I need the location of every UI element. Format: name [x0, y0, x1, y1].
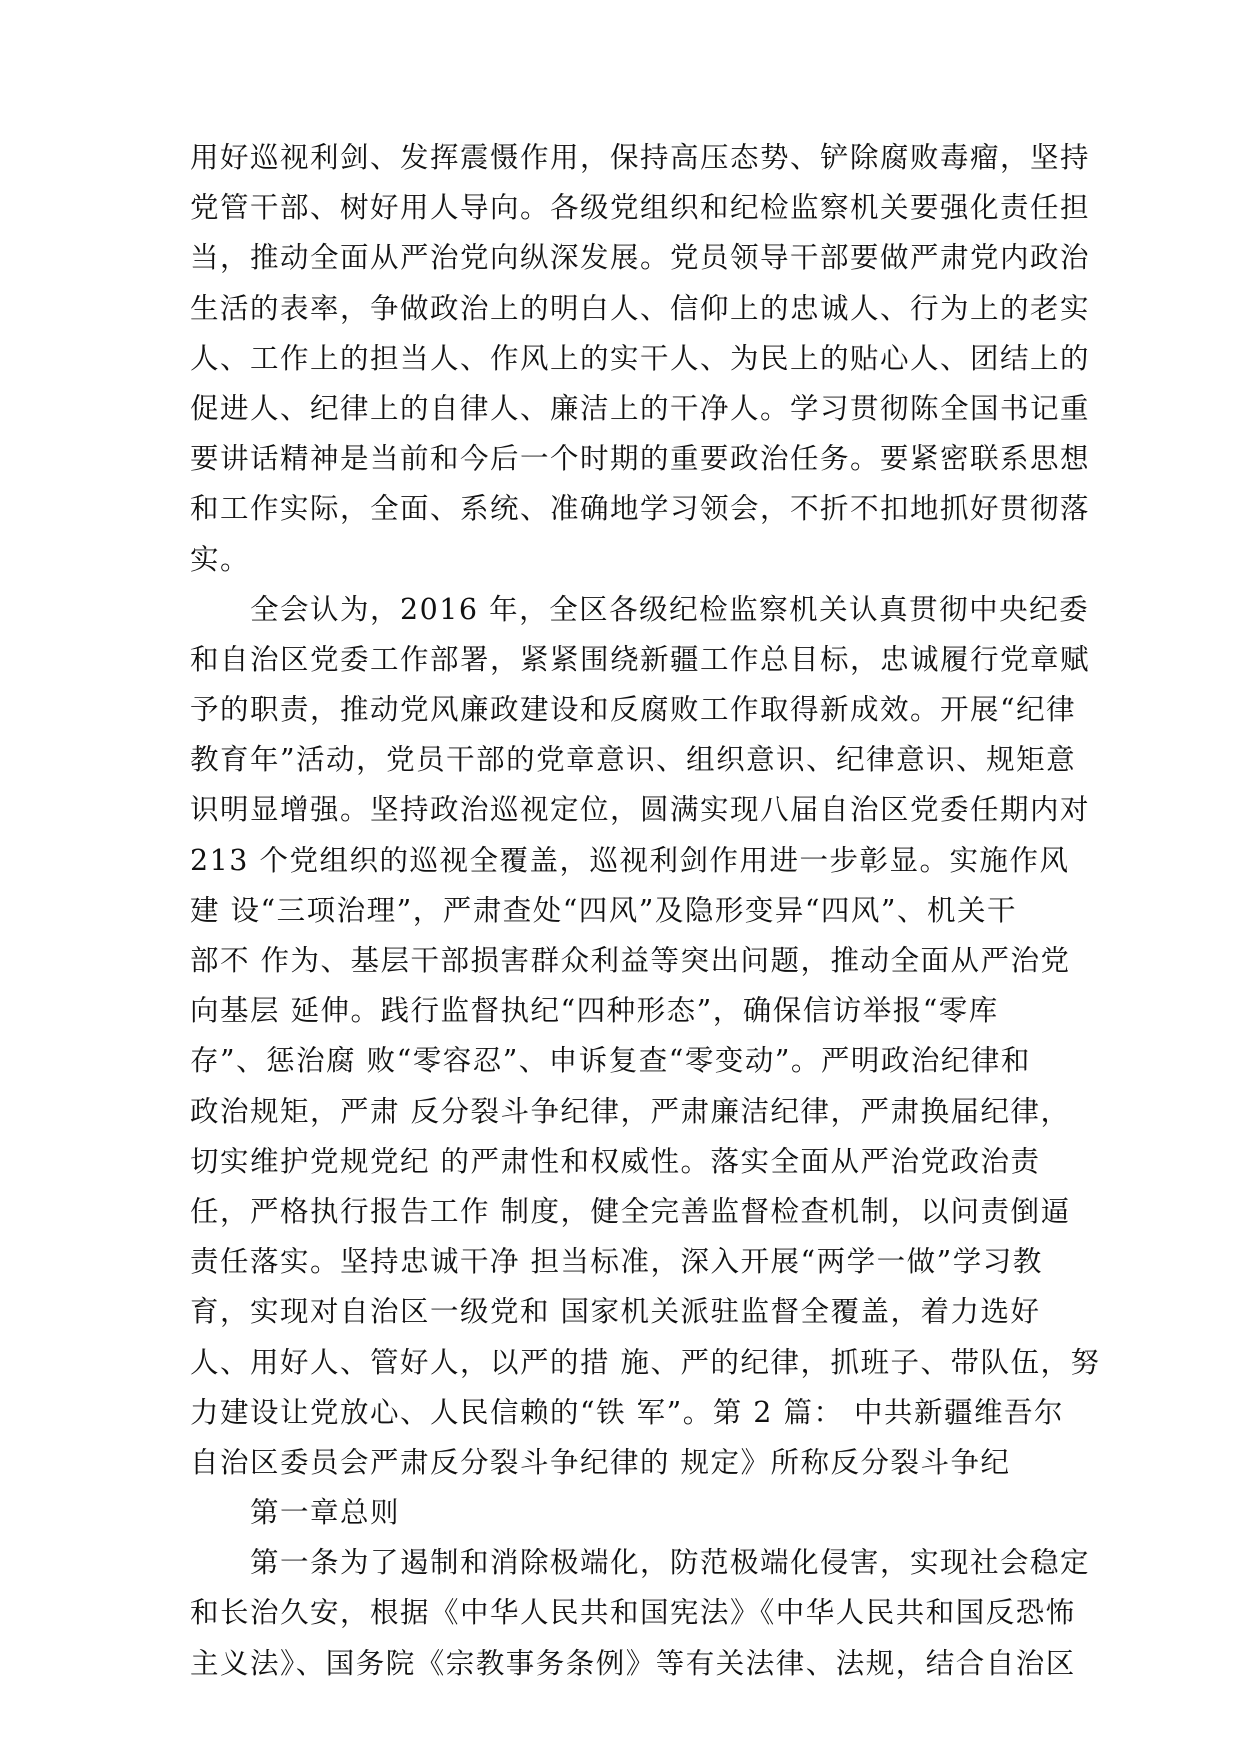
paragraph-first-line: 全会认为，2016 年，全区各级纪检监察机关认真贯彻中央纪委: [250, 592, 1090, 626]
body-text: [190, 133, 1101, 1689]
text-line: 建 设“三项治理”，严肃查处“四风”及隐形变异“四风”、机关干: [190, 893, 1017, 927]
text-line: 政治规矩，严肃 反分裂斗争纪律，严肃廉洁纪律，严肃换届纪律，: [190, 1094, 1071, 1128]
text-line: 和长治久安，根据《中华人民共和国宪法》《中华人民共和国反恐怖: [190, 1596, 1076, 1630]
paragraph-first-line: 第一条为了遏制和消除极端化，防范极端化侵害，实现社会稳定: [250, 1546, 1091, 1580]
chapter-heading: 第一章总则: [250, 1496, 401, 1530]
text-line: 责任落实。坚持忠诚干净 担当标准，深入开展“两学一做”学习教: [190, 1245, 1043, 1279]
text-line: 实。: [190, 542, 251, 576]
text-line: 党管干部、树好用人导向。各级党组织和纪检监察机关要强化责任担: [190, 191, 1091, 225]
text-line: 自治区委员会严肃反分裂斗争纪律的 规定》所称反分裂斗争纪: [190, 1445, 1011, 1479]
text-line: 部不 作为、基层干部损害群众利益等突出问题，推动全面从严治党: [190, 944, 1071, 977]
text-line: 人、工作上的担当人、作风上的实干人、为民上的贴心人、团结上的: [190, 341, 1091, 375]
text-line: 要讲话精神是当前和今后一个时期的重要政治任务。要紧密联系思想: [190, 442, 1091, 476]
text-line: 任，严格执行报告工作 制度，健全完善监督检查机制，以问责倒逼: [190, 1194, 1071, 1228]
text-line: 力建设让党放心、人民信赖的“铁 军”。第 2 篇： 中共新疆维吾尔: [190, 1395, 1065, 1429]
text-line: 主义法》、国务院《宗教事务条例》等有关法律、法规，结合自治区: [190, 1646, 1076, 1680]
text-line: 促进人、纪律上的自律人、廉洁上的干净人。学习贯彻陈全国书记重: [190, 391, 1091, 425]
text-line: 人、用好人、管好人，以严的措 施、严的纪律，抓班子、带队伍，努: [190, 1345, 1101, 1379]
text-line: 存”、惩治腐 败“零容忍”、申诉复查“零变动”。严明政治纪律和: [190, 1044, 1031, 1078]
text-line: 和自治区党委工作部署，紧紧围绕新疆工作总目标，忠诚履行党章赋: [190, 642, 1091, 676]
text-line: 213 个党组织的巡视全覆盖，巡视利剑作用进一步彰显。实施作风: [190, 843, 1070, 877]
text-line: 教育年”活动，党员干部的党章意识、组织意识、纪律意识、规矩意: [190, 743, 1077, 777]
text-line: 予的职责，推动党风廉政建设和反腐败工作取得新成效。开展“纪律: [190, 693, 1077, 727]
text-line: 识明显增强。坚持政治巡视定位，圆满实现八届自治区党委任期内对: [190, 793, 1091, 827]
text-line: 生活的表率，争做政治上的明白人、信仰上的忠诚人、行为上的老实: [190, 291, 1091, 325]
text-line: 切实维护党规党纪 的严肃性和权威性。落实全面从严治党政治责: [190, 1144, 1041, 1178]
text-line: 育，实现对自治区一级党和 国家机关派驻监督全覆盖，着力选好: [190, 1295, 1041, 1329]
text-line: 向基层 延伸。践行监督执纪“四种形态”，确保信访举报“零库: [190, 994, 999, 1028]
text-line: 当，推动全面从严治党向纵深发展。党员领导干部要做严肃党内政治: [190, 241, 1091, 275]
text-line: 和工作实际，全面、系统、准确地学习领会，不折不扣地抓好贯彻落: [190, 492, 1091, 526]
text-line: 用好巡视利剑、发挥震慑作用，保持高压态势、铲除腐败毒瘤，坚持: [190, 141, 1091, 174]
